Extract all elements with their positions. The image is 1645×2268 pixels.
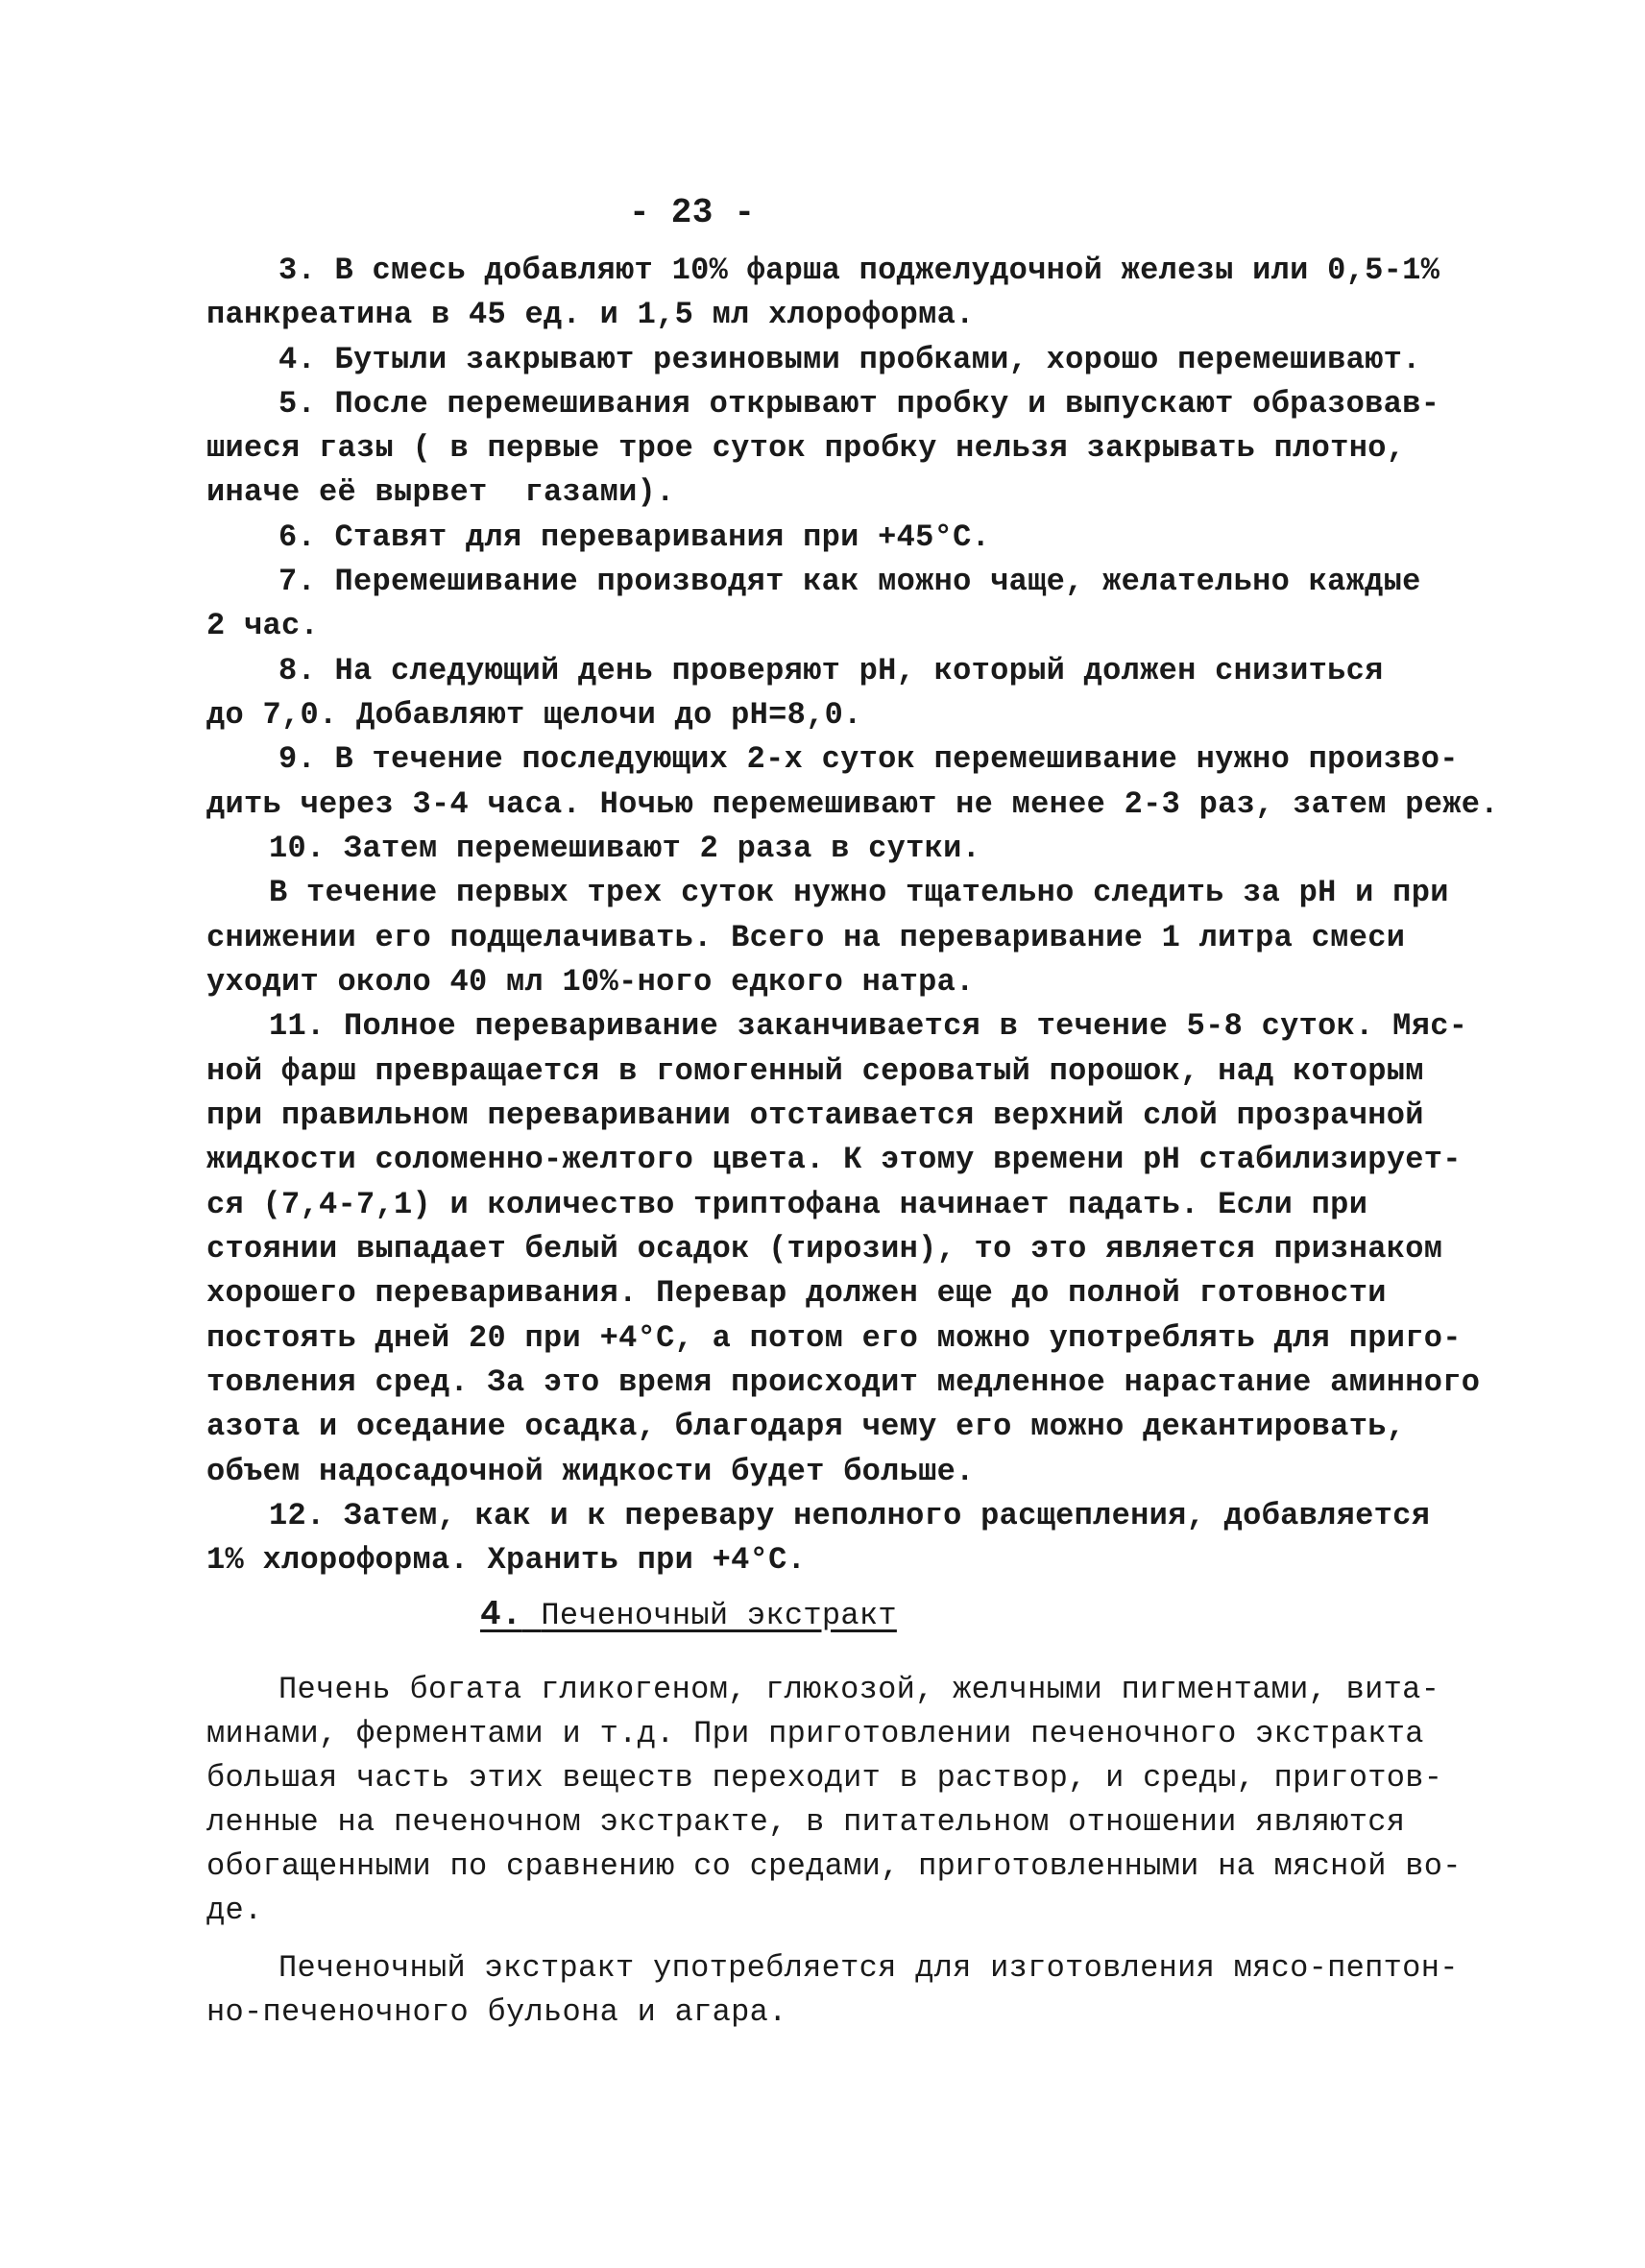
text-line: азота и оседание осадка, благодаря чему его можно декантировать,: [206, 1409, 1406, 1444]
text-line: минами, ферментами и т.д. При приготовлении печеночного экстракта: [206, 1716, 1424, 1751]
text-line: стоянии выпадает белый осадок (тирозин), то это является признаком: [206, 1231, 1443, 1267]
text-line: объем надосадочной жидкости будет больше.: [206, 1454, 975, 1489]
text-line: жидкости соломенно-желтого цвета. К этому времени рН стабилизирует-: [206, 1142, 1462, 1177]
text-line: большая часть этих веществ переходит в раствор, и среды, приготов-: [206, 1760, 1443, 1796]
text-line: 4. Бутыли закрывают резиновыми пробками, хорошо перемешивают.: [278, 342, 1421, 377]
text-line: панкреатина в 45 ед. и 1,5 мл хлороформа.: [206, 297, 975, 332]
text-line: 2 час.: [206, 608, 320, 643]
text-line: шиеся газы ( в первые трое суток пробку нельзя закрывать плотно,: [206, 430, 1406, 466]
text-line: 11. Полное переваривание заканчивается в течение 5-8 суток. Мяс-: [269, 1008, 1468, 1044]
text-line: иначе её вырвет газами).: [206, 474, 675, 510]
text-line: уходит около 40 мл 10%-ного едкого натра.: [206, 964, 975, 1000]
text-line: снижении его подщелачивать. Всего на переваривание 1 литра смеси: [206, 920, 1406, 955]
text-line: 9. В течение последующих 2-х суток перемешивание нужно произво-: [278, 741, 1459, 777]
text-line: 6. Ставят для переваривания при +45°С.: [278, 519, 991, 555]
text-line: постоять дней 20 при +4°С, а потом его можно употреблять для приго-: [206, 1320, 1462, 1356]
text-line: товления сред. За это время происходит медленное нарастание аминного: [206, 1364, 1481, 1400]
text-line: дить через 3-4 часа. Ночью перемешивают не менее 2-3 раз, затем реже.: [206, 786, 1499, 822]
text-line: 10. Затем перемешивают 2 раза в сутки.: [269, 831, 981, 866]
text-line: до 7,0. Добавляют щелочи до рН=8,0.: [206, 697, 862, 733]
text-line: ленные на печеночном экстракте, в питательном отношении являются: [206, 1804, 1406, 1840]
text-line: 7. Перемешивание производят как можно чаще, желательно каждые: [278, 564, 1421, 599]
text-line: 1% хлороформа. Хранить при +4°С.: [206, 1542, 807, 1578]
text-line: Печеночный экстракт употребляется для изготовления мясо-пептон-: [278, 1950, 1459, 1986]
text-line: при правильном переваривании отстаивается верхний слой прозрачной: [206, 1098, 1424, 1133]
text-line: Печень богата гликогеном, глюкозой, желчными пигментами, вита-: [278, 1672, 1440, 1707]
section-number: 4.: [480, 1595, 522, 1634]
text-line: обогащенными по сравнению со средами, приготовленными на мясной во-: [206, 1848, 1462, 1884]
text-line: 12. Затем, как и к перевару неполного расщепления, добавляется: [269, 1498, 1431, 1533]
text-line: В течение первых трех суток нужно тщательно следить за рН и при: [269, 875, 1449, 910]
text-line: ной фарш превращается в гомогенный сероватый порошок, над которым: [206, 1053, 1424, 1089]
text-line: 8. На следующий день проверяют рН, который должен снизиться: [278, 653, 1384, 688]
text-line: де.: [206, 1893, 263, 1928]
section-heading: [480, 1594, 897, 1637]
text-line: хорошего переваривания. Перевар должен еще до полной готовности: [206, 1275, 1387, 1311]
page-number: - 23 -: [629, 193, 756, 232]
text-line: 3. В смесь добавляют 10% фарша поджелудочной железы или 0,5-1%: [278, 253, 1440, 288]
text-line: ся (7,4-7,1) и количество триптофана начинает падать. Если при: [206, 1187, 1368, 1222]
text-line: 5. После перемешивания открывают пробку и выпускают образовав-: [278, 386, 1440, 422]
text-line: но-печеночного бульона и агара.: [206, 1994, 787, 2030]
section-title: Печеночный экстракт: [541, 1598, 897, 1633]
